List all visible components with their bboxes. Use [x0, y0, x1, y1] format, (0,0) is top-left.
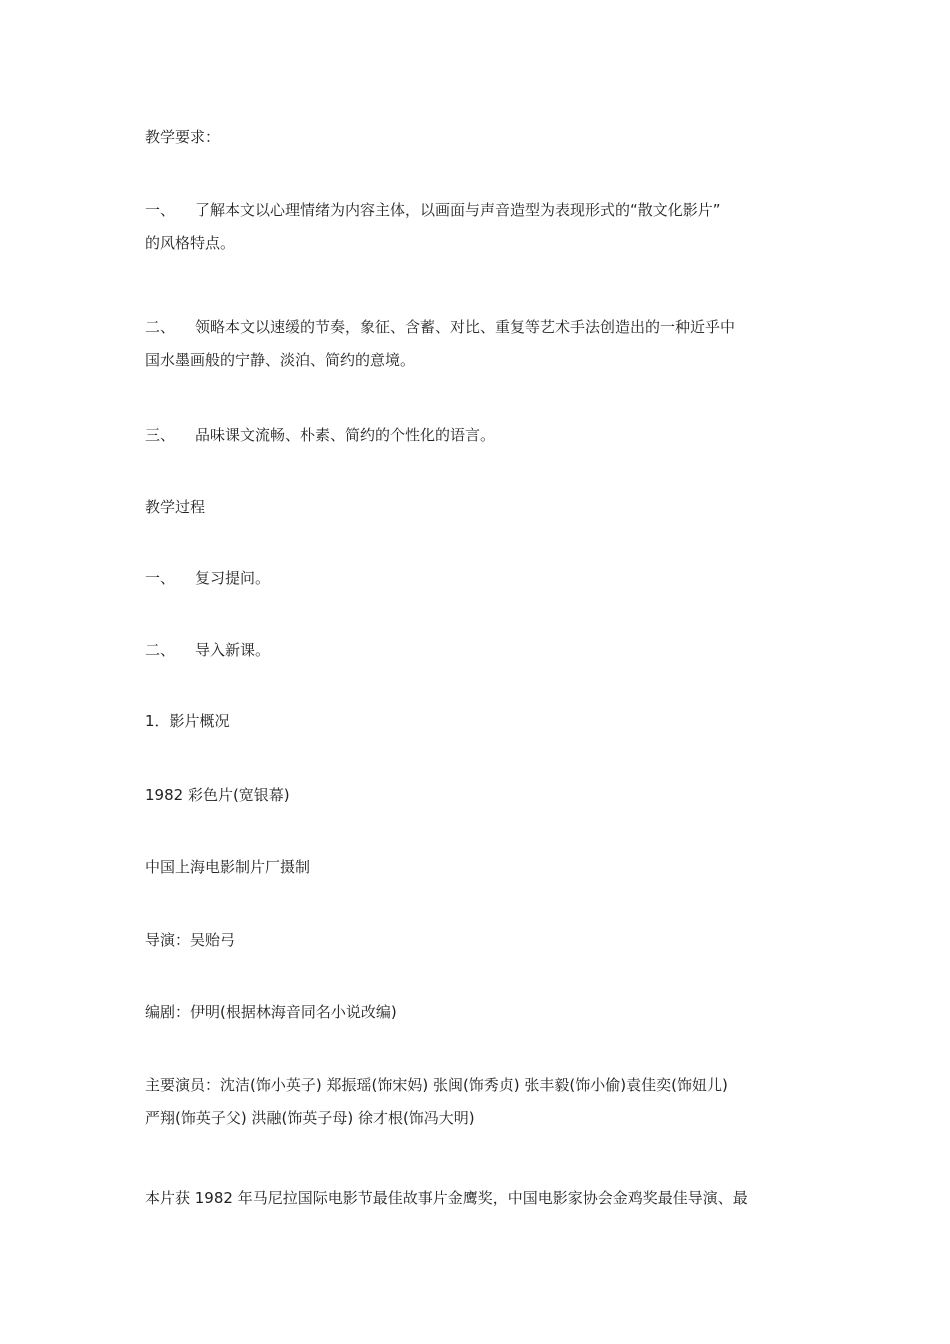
item-text-line1: 领略本文以速缓的节奏，象征、含蓄、对比、重复等艺术手法创造出的一种近乎中	[195, 318, 736, 336]
item-text-line1: 品味课文流畅、朴素、简约的个性化的语言。	[195, 426, 496, 444]
requirements-heading: 教学要求：	[145, 128, 221, 146]
item-text-line2: 的风格特点。	[145, 234, 236, 252]
item-number: 一、	[145, 201, 176, 219]
film-writer: 编剧：伊明(根据林海音同名小说改编)	[145, 1003, 397, 1021]
film-section-title: 1．影片概况	[145, 712, 230, 730]
film-studio: 中国上海电影制片厂摄制	[145, 858, 311, 876]
requirement-item-3	[145, 425, 810, 445]
film-year-type: 1982 彩色片(宽银幕)	[145, 786, 290, 804]
item-number: 二、	[145, 318, 176, 336]
film-director: 导演：吴贻弓	[145, 931, 236, 949]
process-item-1	[145, 568, 810, 588]
item-number: 二、	[145, 641, 176, 659]
film-award: 本片获 1982 年马尼拉国际电影节最佳故事片金鹰奖，中国电影家协会金鸡奖最佳导演、最	[145, 1189, 748, 1207]
requirement-item-2	[145, 311, 810, 377]
process-heading: 教学过程	[145, 498, 206, 516]
item-text-line2: 国水墨画般的宁静、淡泊、简约的意境。	[145, 351, 416, 369]
item-text: 复习提问。	[195, 569, 271, 587]
process-item-2	[145, 640, 810, 660]
item-number: 一、	[145, 569, 176, 587]
cast-line2: 严翔(饰英子父) 洪融(饰英子母) 徐才根(饰冯大明)	[145, 1109, 475, 1127]
item-text: 导入新课。	[195, 641, 271, 659]
requirement-item-1	[145, 194, 810, 260]
item-text-line1: 了解本文以心理情绪为内容主体，以画面与声音造型为表现形式的“散文化影片”	[195, 201, 721, 219]
item-number: 三、	[145, 426, 176, 444]
film-cast	[145, 1069, 810, 1135]
cast-line1: 主要演员：沈洁(饰小英子) 郑振瑶(饰宋妈) 张闽(饰秀贞) 张丰毅(饰小偷)袁佳奕(饰妞儿)	[145, 1076, 728, 1094]
